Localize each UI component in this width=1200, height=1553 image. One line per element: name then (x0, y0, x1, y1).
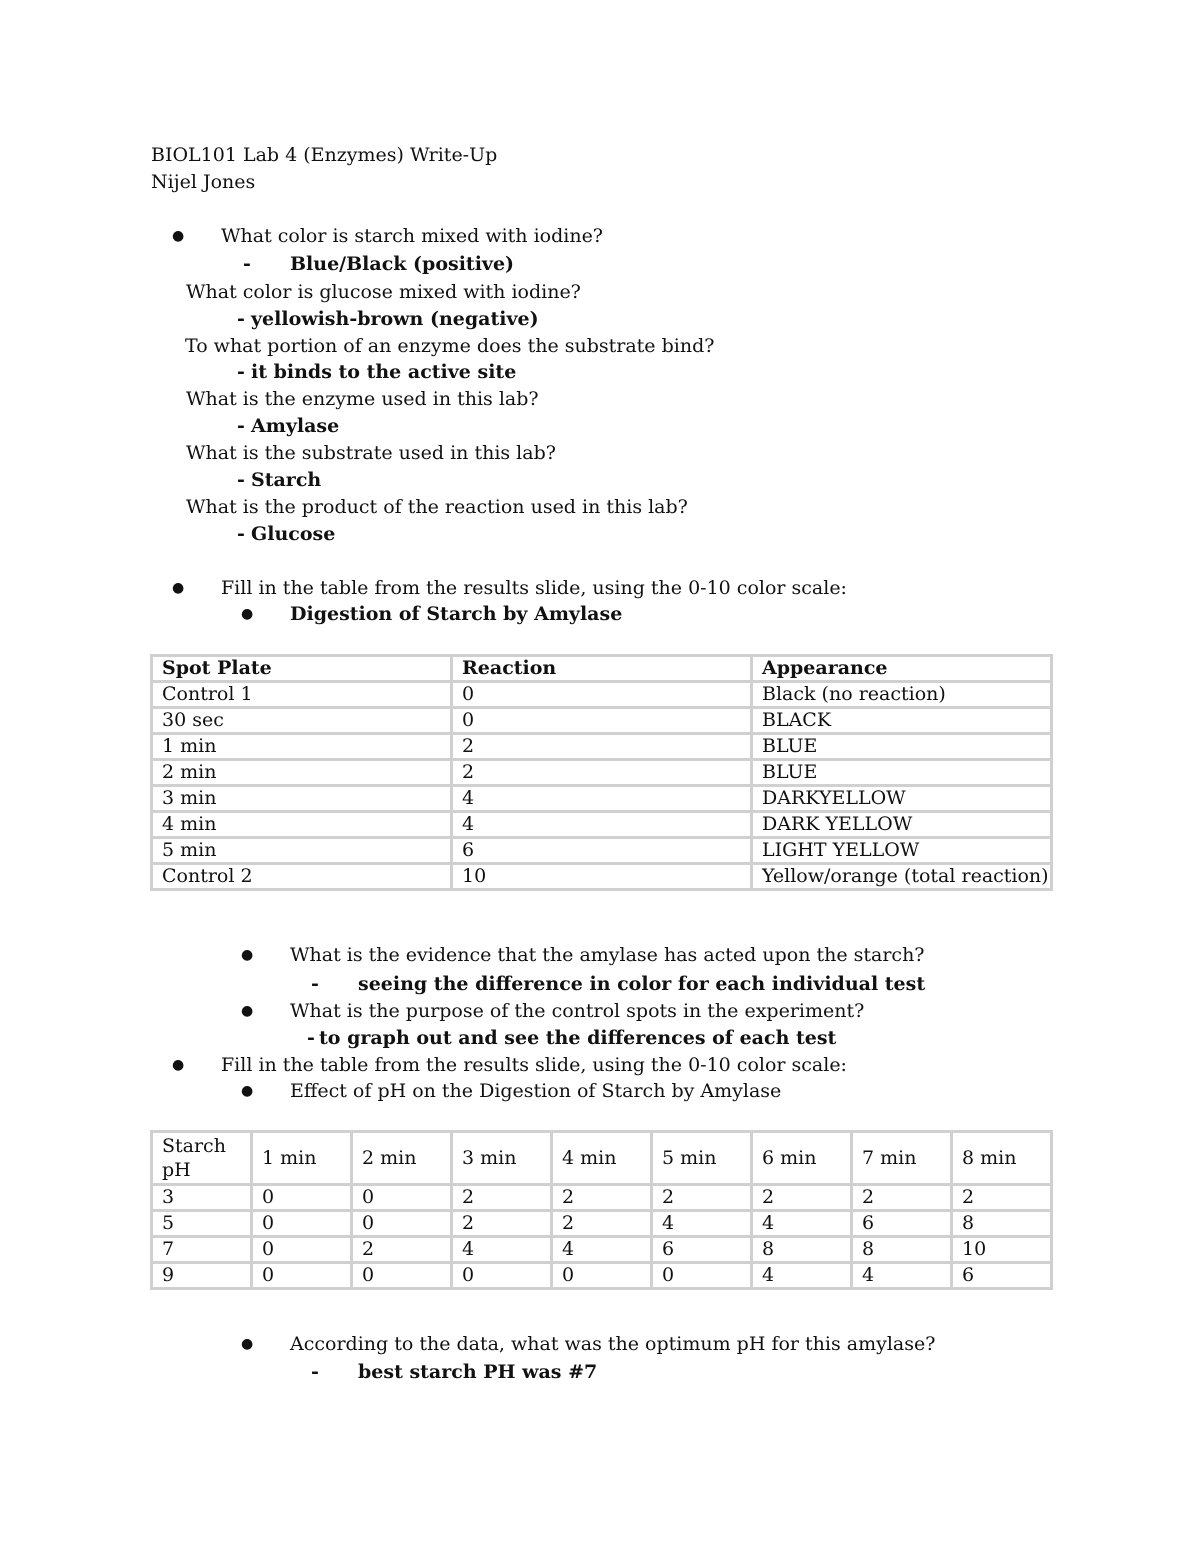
question-1: What color is starch mixed with iodine? (221, 225, 603, 247)
answer-6: Glucose (251, 523, 336, 545)
table-row (152, 682, 1052, 708)
followup-answer-2: to graph out and see the differences of each test (319, 1027, 837, 1049)
section1-instruction: Fill in the table from the results slide, using the 0-10 color scale: (221, 577, 847, 599)
table-cell: 1 min (152, 734, 452, 760)
answer-5: Starch (251, 469, 322, 491)
table-cell: 6 (452, 838, 752, 864)
table-cell: 2 min (152, 760, 452, 786)
question-6: What is the product of the reaction used in this lab? (186, 496, 688, 518)
table-row (152, 1237, 1052, 1263)
table-header-cell: 5 min (652, 1132, 752, 1185)
table-cell: 5 (152, 1211, 252, 1237)
table-header-cell: 4 min (552, 1132, 652, 1185)
table-header-cell: 2 min (352, 1132, 452, 1185)
table-cell: 0 (352, 1185, 452, 1211)
table-cell: 0 (352, 1263, 452, 1289)
table-cell: DARKYELLOW (752, 786, 1052, 812)
table-header-cell: Spot Plate (152, 656, 452, 682)
bullet-icon: ● (241, 606, 254, 622)
table-cell: 0 (452, 708, 752, 734)
table-cell: 4 (752, 1211, 852, 1237)
table-cell: 4 (552, 1237, 652, 1263)
table-cell: 0 (252, 1185, 352, 1211)
author-name: Nijel Jones (151, 171, 256, 193)
bullet-icon: ● (241, 1336, 254, 1352)
table-cell: LIGHT YELLOW (752, 838, 1052, 864)
question-2: What color is glucose mixed with iodine? (186, 281, 581, 303)
table-cell: 4 (452, 812, 752, 838)
table-cell: 0 (252, 1211, 352, 1237)
table-header-cell: 6 min (752, 1132, 852, 1185)
bullet-icon: ● (241, 1003, 254, 1019)
table-cell: 2 (552, 1185, 652, 1211)
table-cell: 6 (652, 1237, 752, 1263)
table-header-cell: Appearance (752, 656, 1052, 682)
table-cell: BLACK (752, 708, 1052, 734)
table-header-row (152, 1132, 1052, 1185)
table-row (152, 708, 1052, 734)
table-cell: 0 (252, 1237, 352, 1263)
table-row (152, 838, 1052, 864)
dash-icon: - (237, 361, 245, 383)
table-cell: 2 (552, 1211, 652, 1237)
table-cell: 6 (852, 1211, 952, 1237)
table-cell: 0 (352, 1211, 452, 1237)
table-header-cell: Reaction (452, 656, 752, 682)
table-cell: 2 (852, 1185, 952, 1211)
table-row (152, 734, 1052, 760)
question-5: What is the substrate used in this lab? (186, 442, 556, 464)
followup-question-1: What is the evidence that the amylase has acted upon the starch? (290, 944, 925, 966)
bullet-icon: ● (172, 580, 185, 596)
table-cell: 2 (352, 1237, 452, 1263)
final-answer: best starch PH was #7 (358, 1361, 598, 1383)
table-row (152, 1211, 1052, 1237)
table-cell: 0 (452, 1263, 552, 1289)
table-header-row (152, 656, 1052, 682)
table-cell: 4 (752, 1263, 852, 1289)
section1-subtitle: Digestion of Starch by Amylase (290, 603, 623, 625)
table-header-cell: 3 min (452, 1132, 552, 1185)
answer-2: yellowish-brown (negative) (251, 308, 539, 330)
table-cell: Yellow/orange (total reaction) (752, 864, 1052, 890)
table-cell: DARK YELLOW (752, 812, 1052, 838)
table-cell: BLUE (752, 760, 1052, 786)
dash-icon: - (243, 253, 251, 275)
digestion-table (150, 654, 1053, 891)
table-cell: Control 2 (152, 864, 452, 890)
table-cell: BLUE (752, 734, 1052, 760)
table-cell: 3 min (152, 786, 452, 812)
table-cell: 4 (452, 1237, 552, 1263)
table-cell: 7 (152, 1237, 252, 1263)
table-cell: 10 (452, 864, 752, 890)
question-3: To what portion of an enzyme does the substrate bind? (185, 335, 715, 357)
table-header-cell: 1 min (252, 1132, 352, 1185)
section2-instruction: Fill in the table from the results slide, using the 0-10 color scale: (221, 1054, 847, 1076)
table-cell: 2 (452, 1211, 552, 1237)
dash-icon: - (307, 1027, 315, 1049)
table-cell: 0 (452, 682, 752, 708)
table-row (152, 1263, 1052, 1289)
dash-icon: - (311, 973, 319, 995)
table-row (152, 864, 1052, 890)
ph-table (150, 1130, 1053, 1290)
dash-icon: - (237, 523, 245, 545)
answer-4: Amylase (251, 415, 340, 437)
table-cell: 4 (852, 1263, 952, 1289)
section2-subtitle: Effect of pH on the Digestion of Starch by Amylase (290, 1080, 782, 1102)
table-cell: 4 (652, 1211, 752, 1237)
table-cell: 8 (752, 1237, 852, 1263)
table-cell: 30 sec (152, 708, 452, 734)
dash-icon: - (237, 308, 245, 330)
table-cell: Black (no reaction) (752, 682, 1052, 708)
table-cell: Control 1 (152, 682, 452, 708)
table-cell: 2 (452, 734, 752, 760)
table-cell: 2 (752, 1185, 852, 1211)
table-cell: 5 min (152, 838, 452, 864)
document-title: BIOL101 Lab 4 (Enzymes) Write-Up (151, 144, 498, 166)
table-cell: 6 (952, 1263, 1052, 1289)
table-cell: 0 (252, 1263, 352, 1289)
table-cell: 4 min (152, 812, 452, 838)
bullet-icon: ● (172, 1057, 185, 1073)
table-row (152, 812, 1052, 838)
table-header-cell: 8 min (952, 1132, 1052, 1185)
table-row (152, 1185, 1052, 1211)
table-cell: 2 (652, 1185, 752, 1211)
table-row (152, 760, 1052, 786)
question-4: What is the enzyme used in this lab? (186, 388, 539, 410)
table-header-cell: Starch pH (152, 1132, 252, 1185)
bullet-icon: ● (241, 1083, 254, 1099)
table-cell: 2 (452, 1185, 552, 1211)
dash-icon: - (311, 1361, 319, 1383)
dash-icon: - (237, 469, 245, 491)
table-cell: 4 (452, 786, 752, 812)
table-cell: 9 (152, 1263, 252, 1289)
table-cell: 2 (452, 760, 752, 786)
answer-3: it binds to the active site (251, 361, 517, 383)
bullet-icon: ● (241, 947, 254, 963)
final-question: According to the data, what was the optimum pH for this amylase? (290, 1333, 936, 1355)
dash-icon: - (237, 415, 245, 437)
table-header-cell: 7 min (852, 1132, 952, 1185)
followup-answer-1: seeing the difference in color for each individual test (358, 973, 926, 995)
table-cell: 0 (652, 1263, 752, 1289)
table-cell: 2 (952, 1185, 1052, 1211)
followup-question-2: What is the purpose of the control spots in the experiment? (290, 1000, 865, 1022)
table-row (152, 786, 1052, 812)
answer-1: Blue/Black (positive) (290, 253, 515, 275)
table-cell: 8 (952, 1211, 1052, 1237)
bullet-icon: ● (172, 228, 185, 244)
table-cell: 8 (852, 1237, 952, 1263)
table-cell: 3 (152, 1185, 252, 1211)
table-cell: 10 (952, 1237, 1052, 1263)
table-cell: 0 (552, 1263, 652, 1289)
